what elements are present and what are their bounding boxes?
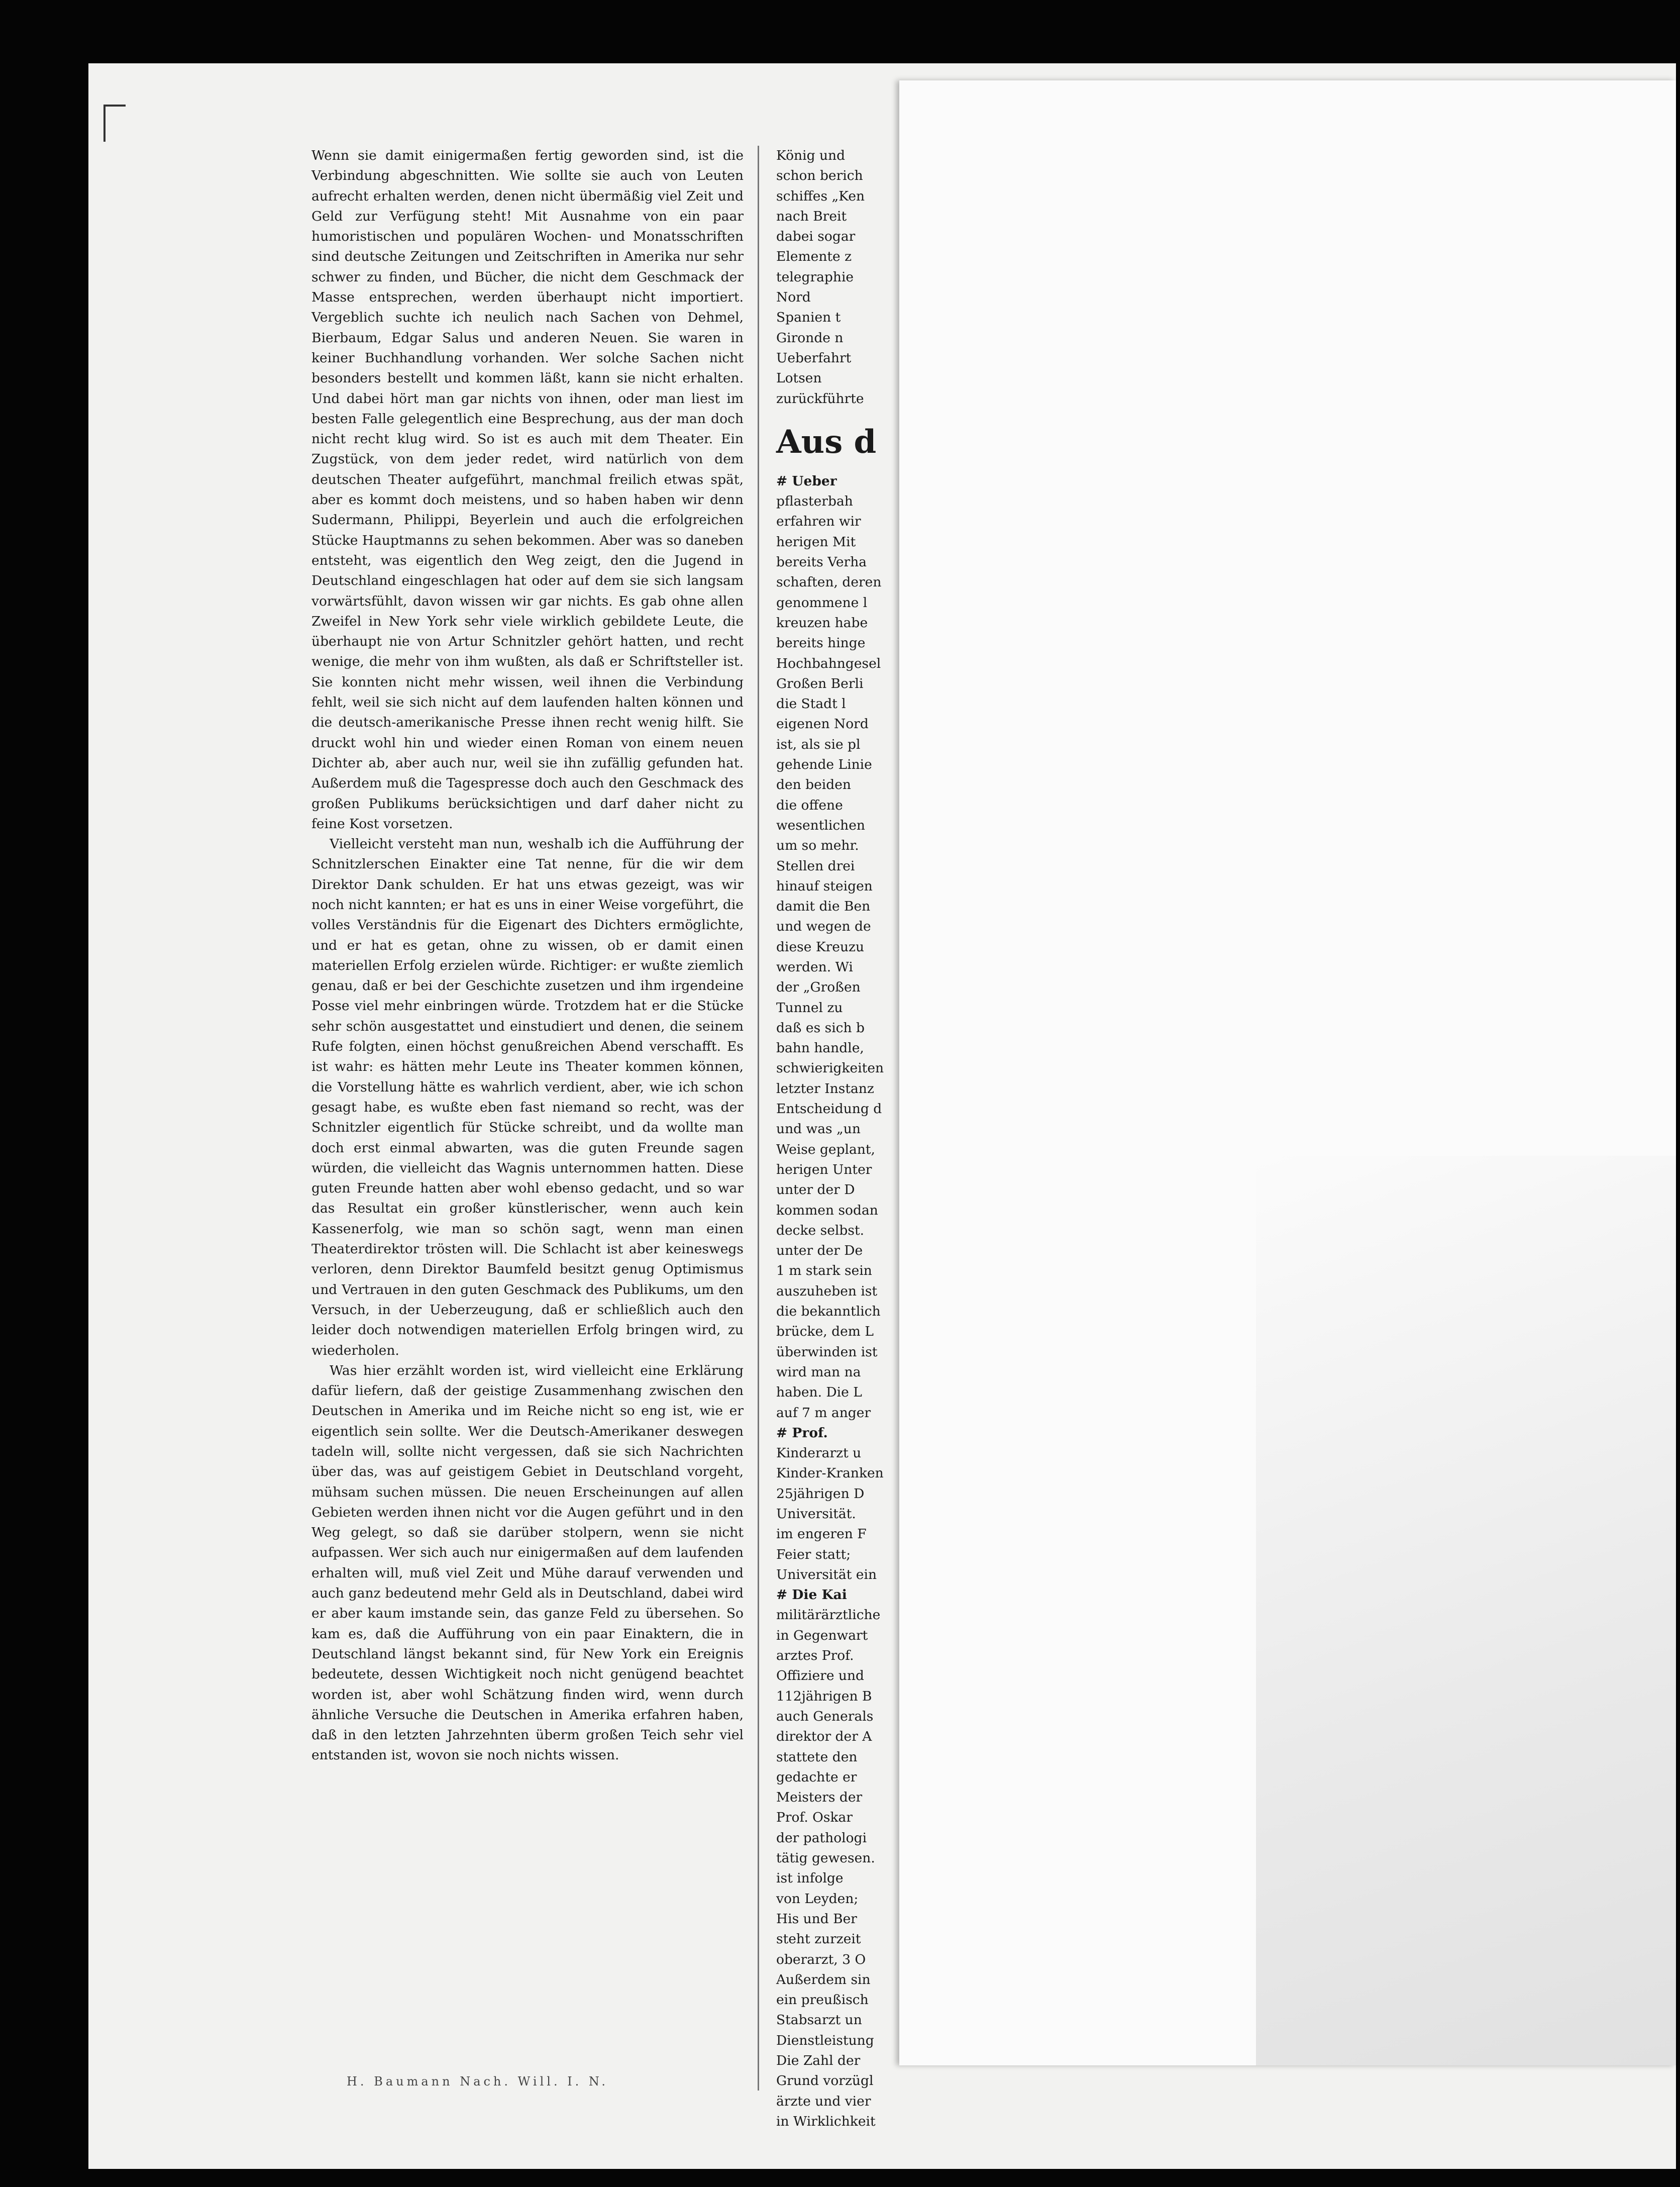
- right-column-line: bereits hinge: [776, 635, 866, 651]
- right-column-line: bahn handle,: [776, 1040, 864, 1056]
- right-column-line: und wegen de: [776, 919, 871, 935]
- right-column-line: herigen Mit: [776, 534, 856, 550]
- right-column-line: wird man na: [776, 1364, 861, 1380]
- right-column-line: dabei sogar: [776, 229, 856, 245]
- right-column-line: brücke, dem L: [776, 1324, 874, 1340]
- right-column-line: His und Ber: [776, 1911, 857, 1927]
- right-column-line: # Die Kai: [776, 1587, 847, 1603]
- article-paragraph-3: Was hier erzählt worden ist, wird vielleicht eine Erklärung dafür liefern, daß der geistige Zusammenhang zwischen den Deutschen in Amerika und im Reiche nicht so eng ist, wie er eigentlich sein sollte. Wer die Deutsch-Amerikaner deswegen tadeln will, sollte nicht vergessen, daß sie sich Nachrichten über das, was auf geistigem Gebiet in Deutschland vorgeht, mühsam suchen müssen. Die neuen Erscheinungen auf allen Gebieten werden ihnen nicht vor die Augen geführt und in den Weg gelegt, so daß sie darüber stolpern, wenn sie nicht aufpassen. Wer sich auch nur einigermaßen auf dem laufenden erhalten will, muß viel Zeit und Mühe darauf verwenden und auch ganz bedeutend mehr Geld als in Deutschland, dabei wird er aber kaum imstande sein, das ganze Feld zu übersehen. So kam es, daß die Aufführung von ein paar Einaktern, die in Deutschland längst bekannt sind, für New York ein Ereignis bedeutete, dessen Wichtigkeit noch nicht genügend beachtet worden ist, aber wohl Schätzung finden wird, wenn durch ähnliche Versuche die Deutschen in Amerika erfahren haben, daß in den letzten Jahrzehnten überm großen Teich sehr viel entstanden ist, wovon sie noch nichts wissen.: [311, 1362, 744, 1763]
- right-column-line: König und: [776, 148, 846, 163]
- right-column-line: Grund vorzügl: [776, 2073, 874, 2089]
- right-column-line: gehende Linie: [776, 757, 872, 773]
- right-column-line: damit die Ben: [776, 899, 871, 915]
- right-column-line: pflasterbah: [776, 493, 853, 510]
- right-column-line: steht zurzeit: [776, 1931, 861, 1947]
- right-column-line: Hochbahngesel: [776, 655, 881, 671]
- right-column-line: Spanien t: [776, 310, 841, 326]
- right-column-line: Universität ein: [776, 1566, 877, 1582]
- right-column-line: nach Breit: [776, 208, 847, 224]
- right-column-line: haben. Die L: [776, 1384, 862, 1401]
- right-column-line: wesentlichen: [776, 817, 865, 833]
- right-column-line: zurückführte: [776, 390, 864, 407]
- right-column-line: schiffes „Ken: [776, 188, 865, 204]
- right-column-line: oberarzt, 3 O: [776, 1951, 866, 1967]
- right-column-line: schwierigkeiten: [776, 1060, 884, 1076]
- right-column-line: auf 7 m anger: [776, 1405, 871, 1421]
- article-signature: H. Baumann Nach. Will. I. N.: [347, 2074, 609, 2089]
- right-column-line: Ueberfahrt: [776, 350, 852, 366]
- right-column-line: Prof. Oskar: [776, 1810, 853, 1826]
- right-column-line: decke selbst.: [776, 1222, 865, 1238]
- right-column-line: Feier statt;: [776, 1546, 851, 1562]
- right-column-line: Nord: [776, 289, 811, 306]
- right-column-line: daß es sich b: [776, 1020, 865, 1036]
- column-divider: [758, 146, 759, 2091]
- right-column-line: 112jährigen B: [776, 1688, 872, 1704]
- right-column-line: der „Großen: [776, 979, 861, 996]
- right-column-line: ein preußisch: [776, 1992, 869, 2008]
- right-column-line: ärzte und vier: [776, 2093, 871, 2109]
- right-column-line: 1 m stark sein: [776, 1263, 872, 1279]
- right-column-line: in Wirklichkeit: [776, 2113, 876, 2129]
- article-paragraph-2: Vielleicht versteht man nun, weshalb ich die Aufführung der Schnitzlerschen Einakter eine Tat nenne, für die wir dem Direktor Dank schulden. Er hat uns etwas gezeigt, was wir noch nicht kannten; er hat es uns in einer Weise vorgeführt, die volles Verständnis für die Eigenart des Dichters ermöglichte, und er hat es getan, ohne zu wissen, ob er damit einen materiellen Erfolg erzielen würde. Richtiger: er wußte ziemlich genau, daß er bei der Geschichte zusetzen und ihm irgendeine Posse viel mehr einbringen würde. Trotzdem hat er die Stücke sehr schön ausgestattet und einstudiert und denen, die seinem Rufe folgten, einen höchst genußreichen Abend verschafft. Es ist wahr: es hätten mehr Leute ins Theater kommen können, die Vorstellung hätte es wahrlich verdient, aber, wie ich schon gesagt habe, es wußte eben fast niemand so recht, was der Schnitzler eigentlich für Stücke schreibt, und da wollte man doch erst einmal abwarten, was die guten Freunde sagen würden, die vielleicht das Wagnis unternommen hatten. Diese guten Freunde hatten aber wohl ebenso gedacht, und so war das Resultat ein großer künstlerischer, wenn auch kein Kassenerfolg, wie man so schön sagt, wenn man einen Theaterdirektor trösten will. Die Schlacht ist aber keineswegs verloren, denn Direktor Baumfeld besitzt genug Optimismus und Vertrauen in den guten Geschmack des Publikums, um den Versuch, in der Ueberzeugung, daß er schließlich auch den leider doch notwendigen materiellen Erfolg bringen wird, zu wiederholen.: [311, 836, 744, 1358]
- right-column-line: und was „un: [776, 1121, 861, 1137]
- right-column-line: Dienstleistung: [776, 2032, 874, 2048]
- right-column-line: unter der D: [776, 1182, 855, 1198]
- sheet-shadow-area: [1256, 1156, 1676, 2065]
- right-column-line: kreuzen habe: [776, 615, 868, 631]
- right-column-line: von Leyden;: [776, 1891, 859, 1907]
- right-column-line: militärärztliche: [776, 1607, 881, 1623]
- right-column-line: die bekanntlich: [776, 1304, 881, 1320]
- right-column-line: Elemente z: [776, 249, 852, 265]
- right-column-line: Weise geplant,: [776, 1141, 875, 1157]
- right-column-line: Die Zahl der: [776, 2053, 861, 2069]
- right-column-line: auch Generals: [776, 1708, 874, 1724]
- right-column-line: Offiziere und: [776, 1668, 865, 1684]
- right-column-line: unter der De: [776, 1243, 863, 1259]
- right-column-line: Kinder-Kranken: [776, 1465, 884, 1481]
- right-column-line: # Ueber: [776, 473, 837, 489]
- right-column-line: Tunnel zu: [776, 1000, 843, 1016]
- right-column-line: stattete den: [776, 1749, 858, 1765]
- right-column-line: herigen Unter: [776, 1161, 872, 1177]
- right-column-line: Stabsarzt un: [776, 2012, 862, 2028]
- right-column-line: Stellen drei: [776, 858, 855, 874]
- article-paragraph-1: Wenn sie damit einigermaßen fertig geworden sind, ist die Verbindung abgeschnitten. Wie sollte sie auch von Leuten aufrecht erhalten werden, denen nicht übermäßig viel Zeit und Geld zur Verfügung steht! Mit Ausnahme von ein paar humoristischen und populären Wochen- und Monatsschriften sind deutsche Zeitungen und Zeitschriften in Amerika nur sehr schwer zu finden, und Bücher, die nicht dem Geschmack der Masse entsprechen, werden überhaupt nicht importiert. Vergeblich suchte ich neulich nach Sachen von Dehmel, Bierbaum, Edgar Salus und anderen Neuen. Sie waren in keiner Buchhandlung vorhanden. Wer solche Sachen nicht besonders bestellt und kommen läßt, kann sie nicht erhalten. Und dabei hört man gar nichts von ihnen, oder man liest im besten Falle gelegentlich eine Besprechung, aus der man doch nicht recht klug wird. So ist es auch mit dem Theater. Ein Zugstück, von dem jeder redet, wird natürlich von dem deutschen Theater aufgeführt, manchmal freilich etwas spät, aber es kommt doch meistens, und so haben haben wir denn Sudermann, Philippi, Beyerlein und auch die erfolgreichen Stücke Hauptmanns zu sehen bekommen. Aber was so daneben entsteht, was eigentlich den Weg zeigt, den die Jugend in Deutschland eingeschlagen hat oder auf dem sie sich langsam vorwärtsfühlt, davon wissen wir gar nichts. Es gab ohne allen Zweifel in New York sehr viele wirklich gebildete Leute, die überhaupt nie von Artur Schnitzler gehört hatten, und recht wenige, die mehr von ihm wußten, als daß er Schriftsteller ist. Sie konnten nicht mehr wissen, weil ihnen die Verbindung fehlt, weil sie sich nicht auf dem laufenden halten können und die deutsch-amerikanische Presse ihnen recht wenig hilft. Sie druckt wohl hin und wieder einen Roman von einem neuen Dichter ab, aber auch nur, weil sie ihn zufällig gefunden hat. Außerdem muß die Tagespresse doch auch den Geschmack des großen Publikums berücksichtigen und darf daher nicht zu feine Kost vorsetzen.: [311, 148, 744, 832]
- right-column-line: letzter Instanz: [776, 1080, 874, 1097]
- right-column-line: 25jährigen D: [776, 1485, 865, 1502]
- article-left-column: [311, 146, 744, 2101]
- right-column-line: Entscheidung d: [776, 1101, 882, 1117]
- right-column-line: ist infolge: [776, 1870, 844, 1886]
- right-column-line: Kinderarzt u: [776, 1445, 862, 1461]
- right-column-line: arztes Prof.: [776, 1648, 854, 1664]
- right-column-line: schaften, deren: [776, 574, 882, 590]
- right-column-line: bereits Verha: [776, 554, 867, 570]
- right-column-line: Universität.: [776, 1506, 856, 1522]
- right-column-line: in Gegenwart: [776, 1627, 868, 1643]
- right-column-line: direktor der A: [776, 1729, 872, 1745]
- right-column-line: der pathologi: [776, 1830, 867, 1846]
- right-column-line: hinauf steigen: [776, 878, 873, 894]
- right-column-line: werden. Wi: [776, 959, 853, 975]
- right-column-line: genommene l: [776, 594, 868, 611]
- right-column-line: auszuheben ist: [776, 1283, 878, 1299]
- right-column-line: tätig gewesen.: [776, 1850, 875, 1866]
- right-column-line: Außerdem sin: [776, 1971, 871, 1987]
- right-column-line: # Prof.: [776, 1425, 828, 1441]
- scan-corner-mark: [103, 105, 126, 142]
- right-column-line: die Stadt l: [776, 696, 846, 712]
- right-column-line: Meisters der: [776, 1790, 863, 1806]
- right-column-line: Großen Berli: [776, 675, 864, 691]
- right-column-line: im engeren F: [776, 1526, 867, 1542]
- right-column-line: erfahren wir: [776, 514, 861, 530]
- right-column-line: gedachte er: [776, 1769, 857, 1785]
- right-column-line: Gironde n: [776, 330, 844, 346]
- section-heading: Aus d: [776, 423, 877, 461]
- right-column-line: schon berich: [776, 168, 863, 184]
- right-column-line: diese Kreuzu: [776, 939, 865, 955]
- right-column-line: eigenen Nord: [776, 716, 869, 732]
- right-column-line: um so mehr.: [776, 838, 859, 854]
- right-column-line: die offene: [776, 797, 843, 813]
- right-column-line: telegraphie: [776, 269, 854, 285]
- right-column-line: den beiden: [776, 777, 851, 793]
- right-column-line: überwinden ist: [776, 1344, 878, 1360]
- right-column-line: Lotsen: [776, 370, 822, 386]
- right-column-line: ist, als sie pl: [776, 736, 861, 752]
- right-column-line: kommen sodan: [776, 1202, 878, 1218]
